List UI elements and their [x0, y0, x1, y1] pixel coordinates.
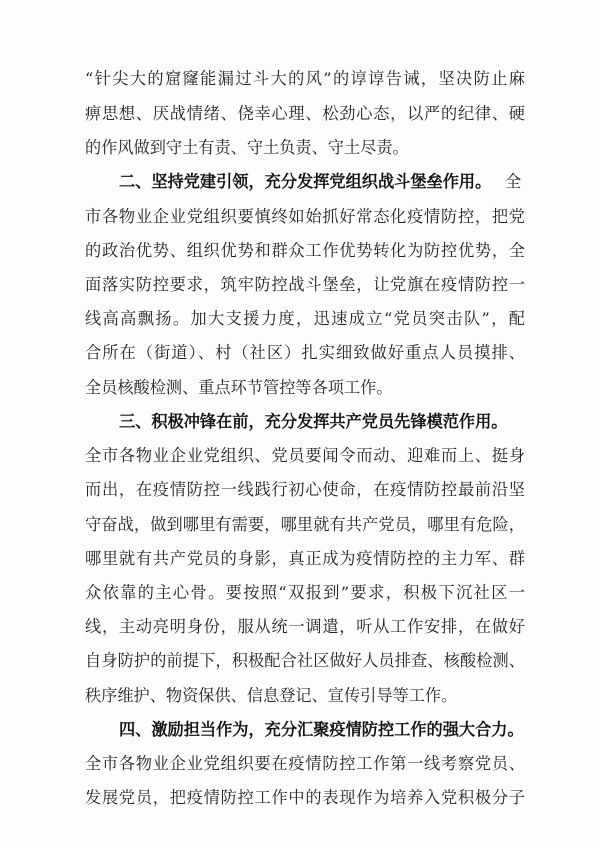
- text-line: 哪里就有共产党员的身影，真正成为疫情防控的主力军、群: [85, 549, 525, 568]
- text-line: 全市各物业企业党组织要在疫情防控工作第一线考察党员、: [85, 754, 525, 773]
- text-line: 线高高飘扬。加大支援力度，迅速成立“党员突击队”，配: [85, 309, 525, 328]
- section-heading-4: 四、激励担当作为，充分汇聚疫情防控工作的强大合力。: [119, 720, 524, 739]
- text-line: 秩序维护、物资保供、信息登记、宣传引导等工作。: [85, 686, 458, 705]
- text-line: 全市各物业企业党组织、党员要闻令而动、迎难而上、挺身: [85, 446, 525, 465]
- text-line: 自身防护的前提下，积极配合社区做好人员排查、核酸检测、: [85, 651, 525, 670]
- section-heading-2: 二、坚持党建引领，充分发挥党组织战斗堡垒作用。: [119, 172, 492, 191]
- text-line: 合所在（街道）、村（社区）扎实细致做好重点人员摸排、: [85, 343, 525, 362]
- text-line: 全: [505, 172, 522, 191]
- text-line: “针尖大的窟窿能漏过斗大的风”的谆谆告诫，坚决防止麻: [85, 69, 525, 88]
- text-line: 的作风做到守土有责、守土负责、守土尽责。: [85, 138, 409, 157]
- text-line: 市各物业企业党组织要慎终如始抓好常态化疫情防控，把党: [85, 207, 525, 226]
- text-line: 痹思想、厌战情绪、侥幸心理、松劲心态，以严的纪律、硬: [85, 104, 525, 123]
- text-line: 的政治优势、组织优势和群众工作优势转化为防控优势，全: [85, 241, 525, 260]
- text-line: 全员核酸检测、重点环节管控等各项工作。: [85, 378, 393, 397]
- text-line: 线，主动亮明身份，服从统一调遣，听从工作安排，在做好: [85, 617, 525, 636]
- text-line: 而出，在疫情防控一线践行初心使命，在疫情防控最前沿坚: [85, 480, 525, 499]
- text-line: 面落实防控要求，筑牢防控战斗堡垒，让党旗在疫情防控一: [85, 275, 525, 294]
- text-line: 众依靠的主心骨。要按照“双报到”要求，积极下沉社区一: [85, 583, 525, 602]
- text-line: 守奋战，做到哪里有需要，哪里就有共产党员，哪里有危险，: [85, 515, 525, 534]
- section-heading-3: 三、积极冲锋在前，充分发挥共产党员先锋模范作用。: [119, 412, 508, 431]
- text-line: 发展党员，把疫情防控工作中的表现作为培养入党积极分子: [85, 788, 525, 807]
